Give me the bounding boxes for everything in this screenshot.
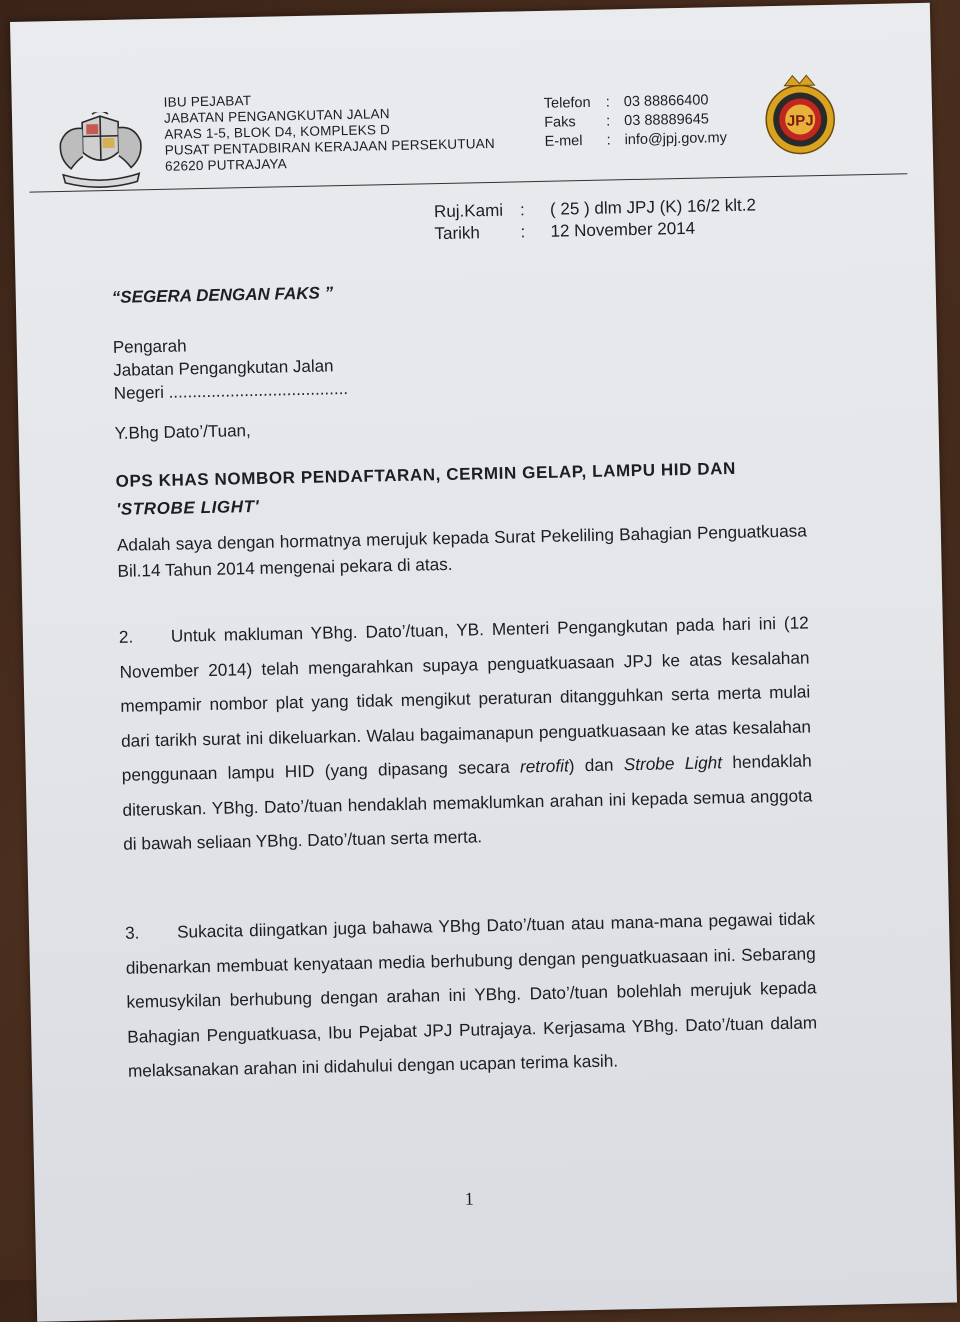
- address-line: ARAS 1-5, BLOK D4, KOMPLEKS D: [164, 122, 391, 142]
- urgent-fax-notice: “SEGERA DENGAN FAKS ”: [111, 283, 334, 307]
- office-address: [164, 88, 496, 175]
- letterhead: [10, 3, 934, 202]
- fax-number: 03 88889645: [624, 111, 710, 130]
- email-address: info@jpj.gov.my: [624, 130, 728, 149]
- contact-row-faks: Faks : 03 88889645: [544, 111, 710, 131]
- contact-details: [544, 91, 727, 152]
- address-line: IBU PEJABAT: [163, 92, 252, 110]
- contact-row-email: E-mel : info@jpj.gov.my: [544, 130, 728, 150]
- subject-line: 'STROBE LIGHT': [116, 496, 260, 519]
- jpj-emblem-icon: [756, 71, 844, 159]
- salutation: Y.Bhg Dato’/Tuan,: [114, 421, 251, 443]
- phone-number: 03 88866400: [623, 92, 709, 111]
- address-line: 62620 PUTRAJAYA: [164, 156, 287, 174]
- paragraph-2: 2. Untuk makluman YBhg. Dato’/tuan, YB. Menteri Pengangkutan pada hari ini (12 November 2014) telah mengarahkan supaya penguatkuasaan JPJ ke atas kesalahan mempamir nombor plat yang tidak mengikut peraturan ditangguhkan serta merta mulai dari tarikh surat ini dikeluarkan. Walau bagaimanapun penguatkuasaan ke atas kesalahan penggunaan lampu HID (yang dipasang secara retrofit) dan Strobe Light hendaklah diteruskan. YBhg. Dato’/tuan hendaklah memaklumkan arahan ini kepada semua anggota di bawah seliaan YBhg. Dato’/tuan serta merta.: [118, 612, 813, 854]
- contact-row-telefon: Telefon : 03 88866400: [543, 92, 709, 112]
- letterhead-divider: [30, 173, 908, 192]
- date-row: Tarikh : 12 November 2014: [434, 218, 696, 244]
- paragraph-3: 3. Sukacita diingatkan juga bahawa YBhg Dato’/tuan atau mana-mana pegawai tidak dibenarkan membuat kenyataan media berhubung dengan penguatkuasaan ini. Sebarang kemusykilan berhubung dengan arahan ini YBhg. Dato’/tuan bolehlah merujuk kepada Bahagian Penguatkuasa, Ibu Pejabat JPJ Putrajaya. Kerjasama YBhg. Dato’/tuan dalam melaksanakan arahan ini didahului dengan ucapan terima kasih.: [124, 908, 818, 1081]
- coat-of-arms-icon: [52, 111, 150, 193]
- paragraph-number: 2.: [118, 626, 134, 647]
- letter-date: 12 November 2014: [550, 218, 696, 241]
- addressee-block: [113, 331, 349, 405]
- emblem-text: JPJ: [786, 112, 814, 130]
- page-number: 1: [464, 1188, 474, 1209]
- address-line: PUSAT PENTADBIRAN KERAJAAN PERSEKUTUAN: [164, 135, 495, 158]
- addressee-line: Jabatan Pengangkutan Jalan: [113, 356, 334, 380]
- address-line: JABATAN PENGANGKUTAN JALAN: [163, 106, 390, 126]
- paragraph-1: Adalah saya dengan hormatnya merujuk kepada Surat Pekeliling Bahagian Penguatkuasa Bil.14 Tahun 2014 mengenai pekara di atas.: [116, 520, 808, 581]
- addressee-line: Pengarah: [112, 336, 187, 357]
- paragraph-number: 3.: [124, 922, 140, 943]
- subject-heading: [115, 453, 806, 523]
- reference-block: [434, 194, 757, 245]
- reference-row: Ruj.Kami : ( 25 ) dlm JPJ (K) 16/2 klt.2: [433, 195, 757, 222]
- addressee-line: Negeri ......................................: [113, 379, 349, 403]
- reference-number: ( 25 ) dlm JPJ (K) 16/2 klt.2: [549, 195, 757, 219]
- letter-page: [10, 3, 957, 1322]
- subject-line: OPS KHAS NOMBOR PENDAFTARAN, CERMIN GELAP, LAMPU HID DAN: [115, 458, 737, 491]
